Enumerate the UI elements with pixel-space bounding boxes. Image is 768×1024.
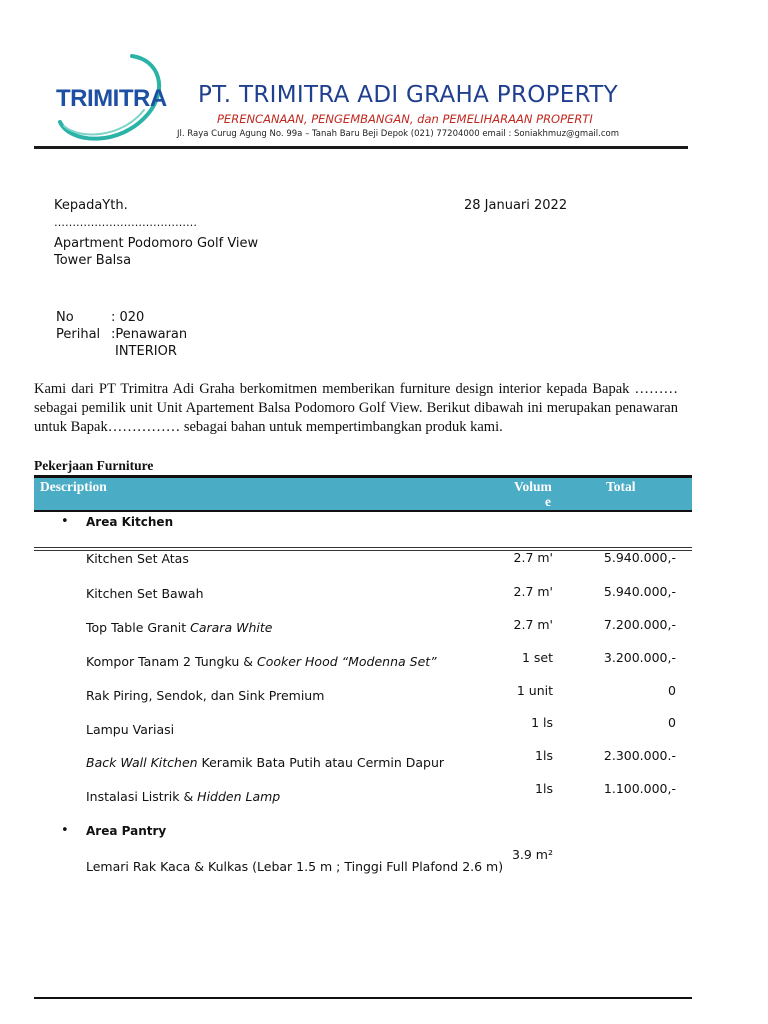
- col-volume: Volum: [514, 479, 552, 494]
- to-label: KepadaYth.: [54, 198, 128, 213]
- table-row-total: 0: [668, 683, 676, 698]
- perihal-value-2: INTERIOR: [115, 344, 177, 359]
- intro-paragraph: Kami dari PT Trimitra Adi Graha berkomitmen memberikan furniture design interior kepada Bapak ……… sebagai pemilik unit Unit Apartement Balsa Podomoro Golf View. Berikut dibawah ini merupakan penawaran untuk Bapak…………… sebagai bahan untuk mempertimbangkan produk kami.: [34, 381, 678, 435]
- table-row-volume: 1 set: [521, 650, 553, 665]
- letter-date: 28 Januari 2022: [464, 198, 568, 213]
- footer-divider: [34, 997, 692, 999]
- header-divider: [34, 146, 688, 149]
- table-row-desc: Lemari Rak Kaca & Kulkas (Lebar 1.5 m ; Tinggi Full Plafond 2.6 m): [86, 859, 504, 874]
- table-row-volume: 3.9 m²: [511, 847, 553, 862]
- table-row-volume: 1 ls: [531, 715, 553, 730]
- table-row-volume: 2.7 m': [513, 617, 553, 632]
- table-row-volume: 1 unit: [516, 683, 553, 698]
- company-address: Jl. Raya Curug Agung No. 99a – Tanah Baru Beji Depok (021) 77204000 email : Soniakhmuz@gmail.com: [177, 129, 619, 139]
- table-row-desc: Back Wall Kitchen Keramik Bata Putih atau Cermin Dapur: [86, 755, 445, 770]
- table-row-desc: Kompor Tanam 2 Tungku & Cooker Hood “Modenna Set”: [86, 654, 437, 669]
- table-row-desc: Rak Piring, Sendok, dan Sink Premium: [86, 688, 325, 703]
- bullet-icon: •: [61, 514, 69, 529]
- table-row-total: 7.200.000,-: [603, 617, 676, 632]
- col-total: Total: [606, 479, 636, 494]
- table-row-volume: 1ls: [535, 748, 553, 763]
- perihal-label: Perihal: [56, 327, 101, 342]
- perihal-value: :Penawaran: [111, 327, 188, 342]
- table-row-total: 5.940.000,-: [603, 550, 676, 565]
- col-description: Description: [40, 479, 107, 494]
- address-line-2: Tower Balsa: [54, 253, 132, 268]
- table-row-desc: Instalasi Listrik & Hidden Lamp: [86, 789, 281, 804]
- table-row-desc: Lampu Variasi: [86, 722, 175, 737]
- table-row-total: 5.940.000,-: [603, 584, 676, 599]
- table-row-total: 1.100.000,-: [603, 781, 676, 796]
- table-row-total: 3.200.000,-: [603, 650, 676, 665]
- company-tagline: PERENCANAAN, PENGEMBANGAN, dan PEMELIHARAAN PROPERTI: [217, 112, 593, 126]
- table-row-desc: Kitchen Set Atas: [86, 551, 189, 566]
- table-row-desc: Top Table Granit Carara White: [86, 620, 273, 635]
- logo-text: TRIMITRA: [56, 85, 167, 112]
- col-volume-wrap: e: [545, 494, 551, 509]
- company-name: PT. TRIMITRA ADI GRAHA PROPERTY: [198, 82, 618, 108]
- bullet-icon: •: [61, 823, 69, 838]
- table-row-volume: 2.7 m': [513, 550, 553, 565]
- double-rule-top: [34, 547, 692, 548]
- table-row-volume: 2.7 m': [513, 584, 553, 599]
- table-row-total: 0: [668, 715, 676, 730]
- table-header: [34, 478, 692, 510]
- area-pantry-heading: Area Pantry: [86, 824, 167, 838]
- area-kitchen-heading: Area Kitchen: [86, 515, 174, 529]
- recipient-placeholder: …………………………………: [54, 216, 197, 229]
- section-title: Pekerjaan Furniture: [34, 458, 154, 473]
- address-line-1: Apartment Podomoro Golf View: [54, 236, 259, 251]
- table-row-total: 2.300.000.-: [603, 748, 676, 763]
- table-header-border: [34, 510, 692, 512]
- no-value: : 020: [111, 310, 145, 325]
- table-row-desc: Kitchen Set Bawah: [86, 586, 204, 601]
- no-label: No: [56, 310, 74, 325]
- table-row-volume: 1ls: [535, 781, 553, 796]
